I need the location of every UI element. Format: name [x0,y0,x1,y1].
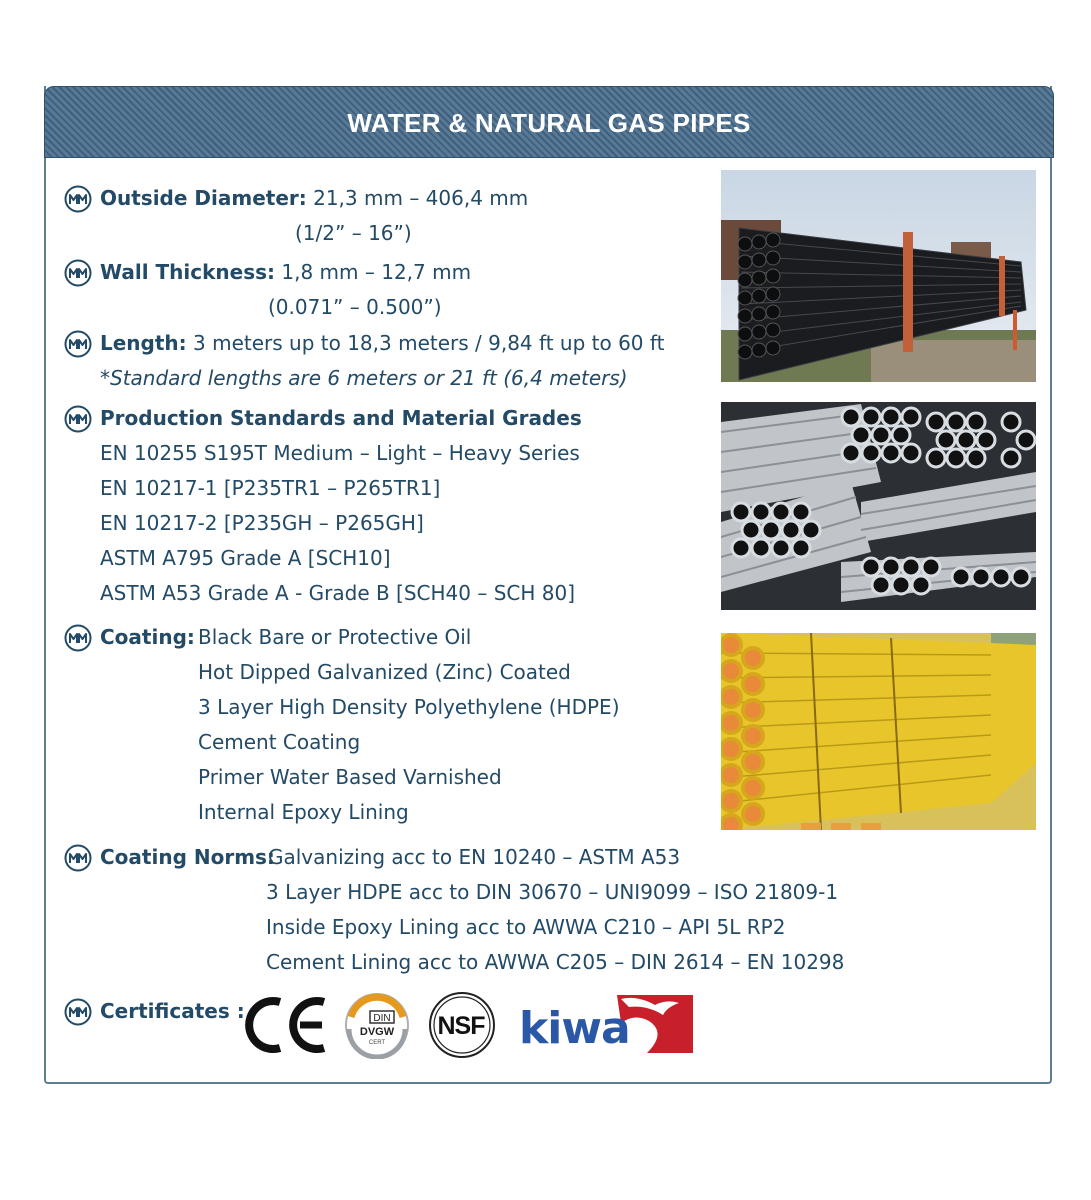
kiwa-logo [517,993,695,1055]
coating-norm-item: Galvanizing acc to EN 10240 – ASTM A53 [268,845,681,869]
page-title: WATER & NATURAL GAS PIPES [347,108,751,138]
coating-heading [100,620,195,655]
mm-logo-icon [64,998,92,1026]
coating-item: 3 Layer High Density Polyethylene (HDPE) [198,695,620,719]
mm-logo-icon [64,259,92,287]
coating-norms-label: Coating Norms: [100,845,275,869]
standards-label: Production Standards and Material Grades [100,406,582,430]
coating-item: Hot Dipped Galvanized (Zinc) Coated [198,660,571,684]
mm-logo-icon [64,844,92,872]
black-pipes-photo [721,170,1036,382]
coating-norm-item: 3 Layer HDPE acc to DIN 30670 – UNI9099 – ISO 21809-1 [266,880,839,904]
mm-logo-icon [64,624,92,652]
dvgw-text: DVGW [359,1026,395,1038]
outside-diameter-inch: (1/2” – 16”) [295,221,412,245]
wall-thickness-row [100,255,471,290]
certificates-label: Certificates : [100,999,245,1023]
coating-norm-item: Cement Lining acc to AWWA C205 – DIN 2614 – EN 10298 [266,950,845,974]
mm-logo-icon [64,405,92,433]
wall-thickness-value: 1,8 mm – 12,7 mm [281,260,472,284]
nsf-logo [427,990,497,1060]
nsf-text: NSF [437,1012,485,1040]
wall-thickness-inch: (0.071” – 0.500”) [268,295,442,319]
wall-thickness-label: Wall Thickness: [100,260,276,284]
din-text: DIN [373,1013,391,1024]
coating-norms-heading [100,840,275,875]
galvanized-pipes-photo [721,402,1036,610]
standard-item: ASTM A795 Grade A [SCH10] [100,546,391,570]
yellow-pipes-photo [721,633,1036,830]
outside-diameter-label: Outside Diameter: [100,186,307,210]
standard-item: EN 10217-1 [P235TR1 – P265TR1] [100,476,441,500]
length-value: 3 meters up to 18,3 meters / 9,84 ft up to 60 ft [193,331,665,355]
coating-item: Cement Coating [198,730,361,754]
title-bar [44,86,1054,158]
length-note: *Standard lengths are 6 meters or 21 ft (6,4 meters) [100,366,628,390]
coating-item: Primer Water Based Varnished [198,765,502,789]
standard-item: EN 10217-2 [P235GH – P265GH] [100,511,424,535]
length-label: Length: [100,331,187,355]
mm-logo-icon [64,185,92,213]
standards-heading [100,401,582,436]
standard-item: ASTM A53 Grade A - Grade B [SCH40 – SCH 80] [100,581,576,605]
standard-item: EN 10255 S195T Medium – Light – Heavy Series [100,441,580,465]
din-dvgw-cert-logo [340,991,414,1059]
coating-label: Coating: [100,625,195,649]
coating-item: Internal Epoxy Lining [198,800,409,824]
outside-diameter-row [100,181,528,216]
length-row [100,326,664,361]
coating-item: Black Bare or Protective Oil [198,625,472,649]
ce-mark-logo [242,996,328,1054]
certificates-heading [100,994,245,1029]
kiwa-text: kiwa [519,1003,630,1054]
cert-text: CERT [368,1040,386,1046]
mm-logo-icon [64,330,92,358]
coating-norm-item: Inside Epoxy Lining acc to AWWA C210 – API 5L RP2 [266,915,786,939]
outside-diameter-value: 21,3 mm – 406,4 mm [313,186,529,210]
